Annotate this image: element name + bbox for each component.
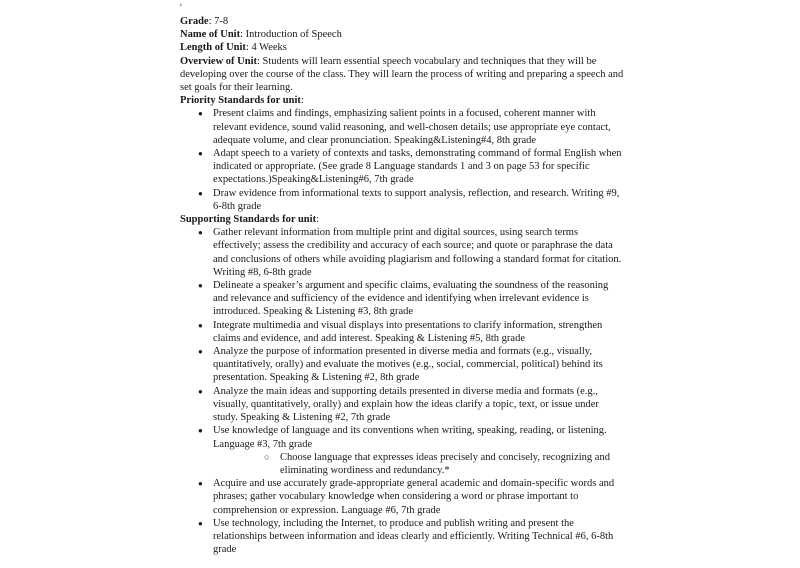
overview-value: : Students will learn essential speech vocabulary and techniques that they will be developing over the course of the class. They will learn the process of writing and preparing a speech and set goals for their learning. xyxy=(180,55,624,94)
list-item xyxy=(180,517,625,557)
list-item-text: Analyze the main ideas and supporting details presented in diverse media and formats (e.g., visually, quantitatively, orally) and explain how the ideas clarify a topic, text, or issue under study. Speaking & Listening #2, 7th grade xyxy=(213,385,599,424)
list-item-text: Gather relevant information from multiple print and digital sources, using search terms effectively; assess the credibility and accuracy of each source; and quote or paraphrase the data and conclusions of others while avoiding plagiarism and following a standard format for citation. Writing #8, 6-8th grade xyxy=(213,227,622,278)
bullet-icon: ● xyxy=(198,109,203,119)
list-item xyxy=(180,107,625,147)
priority-heading xyxy=(180,94,625,107)
unit-name-line xyxy=(180,28,625,41)
bullet-icon: ● xyxy=(198,347,203,357)
supporting-standards-list xyxy=(180,226,625,556)
unit-plan-document xyxy=(180,4,625,556)
list-item xyxy=(180,319,625,345)
list-item-text: Delineate a speaker’s argument and specific claims, evaluating the soundness of the reasoning and relevance and sufficiency of the evidence and identifying when irrelevant evidence is introduced. Speaking & Listening #3, 8th grade xyxy=(213,280,609,318)
bullet-icon: ● xyxy=(198,479,203,489)
supporting-heading xyxy=(180,213,625,226)
overview-label: Overview of Unit xyxy=(180,55,257,67)
length-line xyxy=(180,41,625,54)
length-label: Length of Unit xyxy=(180,42,246,54)
sub-list xyxy=(213,451,625,477)
list-item xyxy=(180,147,625,187)
list-item-text: Use knowledge of language and its conventions when writing, speaking, reading, or listening. Language #3, 7th grade xyxy=(213,425,607,450)
list-item xyxy=(180,477,625,517)
bullet-icon: ● xyxy=(198,426,203,436)
bullet-icon: ● xyxy=(198,518,203,528)
sub-list-item-text: Choose language that expresses ideas precisely and concisely, recognizing and eliminating wordiness and redundancy.* xyxy=(280,451,610,476)
hollow-bullet-icon: ○ xyxy=(264,451,270,462)
priority-standards-list xyxy=(180,107,625,213)
bullet-icon: ● xyxy=(198,188,203,198)
priority-heading-suffix: : xyxy=(300,95,304,107)
list-item-text: Present claims and findings, emphasizing salient points in a focused, coherent manner with relevant evidence, sound valid reasoning, and well-chosen details; use appropriate eye contact, adequate volume, and clear pronunciation. Speaking&Listening#4, 8th grade xyxy=(213,108,611,146)
list-item xyxy=(180,424,625,477)
list-item xyxy=(180,226,625,279)
list-item xyxy=(180,385,625,425)
list-item-text: Use technology, including the Internet, to produce and publish writing and present the relationships between information and ideas clearly and efficiently. Writing Technical #6, 6-8th grade xyxy=(213,517,614,556)
priority-heading-text: Priority Standards for unit xyxy=(180,95,301,107)
supporting-heading-suffix: : xyxy=(316,214,319,226)
list-item-text: Acquire and use accurately grade-appropriate general academic and domain-specific words and phrases; gather vocabulary knowledge when considering a word or phrase important to comprehension or expression. Language #6, 7th grade xyxy=(213,478,615,516)
grade-label: Grade xyxy=(180,16,209,27)
list-item xyxy=(180,279,625,319)
supporting-heading-text: Supporting Standards for unit xyxy=(180,214,317,226)
grade-value: : 7-8 xyxy=(208,16,229,27)
list-item-text: Integrate multimedia and visual displays into presentations to clarify information, strengthen claims and evidence, and add interest. Speaking & Listening #5, 8th grade xyxy=(213,319,603,344)
list-item-text: Draw evidence from informational texts to support analysis, reflection, and research. Writing #9, 6-8th grade xyxy=(213,187,620,212)
unit-name-label: Name of Unit xyxy=(180,29,241,41)
bullet-icon: ● xyxy=(198,281,203,291)
bullet-icon: ● xyxy=(198,320,203,330)
list-item-text: Analyze the purpose of information presented in diverse media and formats (e.g., visually, quantitatively, orally) and evaluate the motives (e.g., social, commercial, political) behind its presentation. Speaking & Listening #2, 8th grade xyxy=(213,346,603,384)
bullet-icon: ● xyxy=(198,149,203,159)
bullet-icon: ● xyxy=(198,228,203,238)
unit-name-value: : Introduction of Speech xyxy=(240,29,342,41)
list-item-text: Adapt speech to a variety of contexts and tasks, demonstrating command of formal English when indicated or appropriate. (See grade 8 Language standards 1 and 3 on page 53 for specific expectations.)Speaking&Listening#6, 7th grade xyxy=(213,148,622,186)
grade-line xyxy=(180,15,625,28)
list-item xyxy=(180,187,625,213)
bullet-icon: ● xyxy=(198,386,203,396)
sub-list-item xyxy=(213,451,625,477)
overview-paragraph xyxy=(180,55,625,95)
list-item xyxy=(180,345,625,385)
top-mark: ' xyxy=(180,3,182,14)
length-value: : 4 Weeks xyxy=(245,42,287,54)
